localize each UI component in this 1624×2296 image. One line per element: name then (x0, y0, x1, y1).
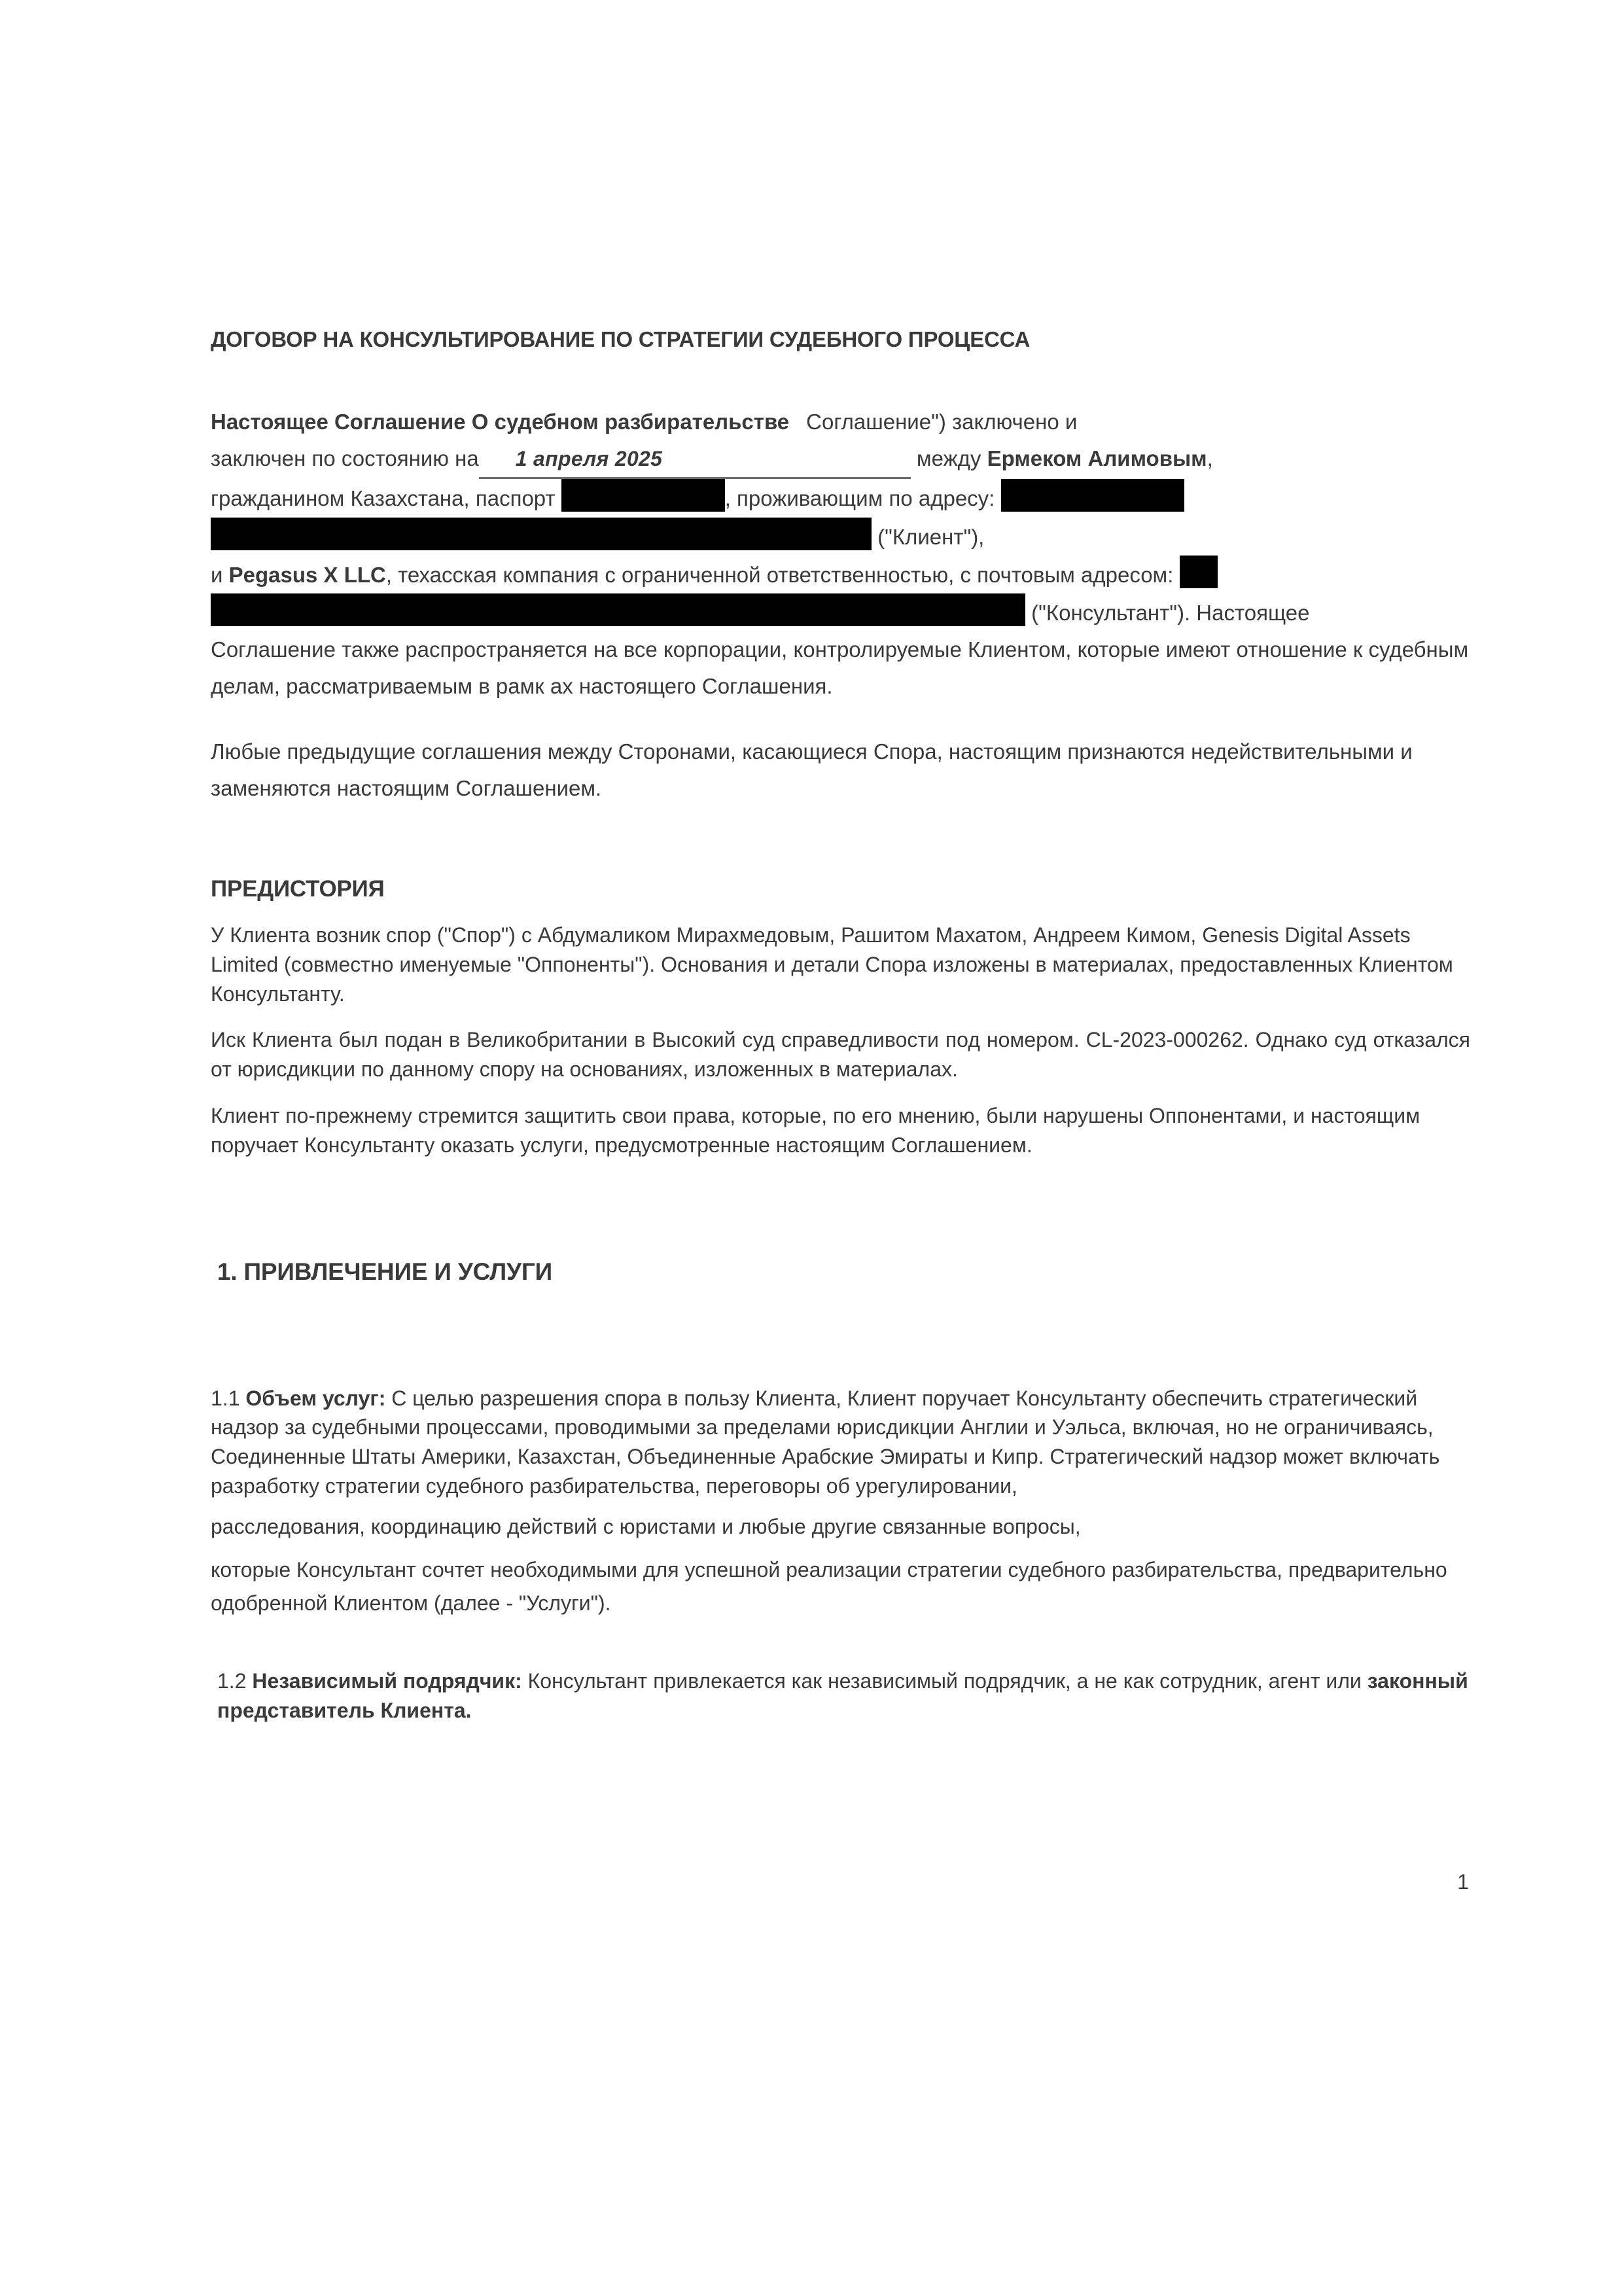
clause-1-1-body-c: которые Консультант сочтет необходимыми для успешной реализации стратегии судебного разбирательства, предварительно одобренной Клиентом (далее - "Услуги"). (211, 1557, 1447, 1616)
preamble-lead-paragraph (211, 404, 1470, 440)
redaction-client-address-line2 (211, 518, 872, 550)
preamble-prior-agreements-paragraph: Любые предыдущие соглашения между Сторонами, касающиеся Спора, настоящим признаются недействительными и заменяются настоящим Соглашением. (211, 739, 1413, 801)
document-body (211, 326, 1470, 1725)
agreement-name-tail: Соглашение") заключено и (806, 410, 1078, 434)
clause-1-2-title: Независимый подрядчик: (252, 1669, 522, 1693)
effective-date-value: 1 апреля 2025 (515, 447, 663, 471)
client-party-name-comma: , (1207, 446, 1213, 471)
background-paragraph-2: Иск Клиента был подан в Великобритании в Высокий суд справедливости под номером. CL-2023-000262. Однако суд отказался от юрисдикции по данному спору на основаниях, изложенных в материалах. (211, 1028, 1470, 1082)
background-paragraph-3: Клиент по-прежнему стремится защитить свои права, которые, по его мнению, были нарушены Оппонентами, и настоящим поручает Консультанту оказать услуги, предусмотренные настоящим Соглашением. (211, 1103, 1421, 1157)
preamble-date-line (211, 440, 1470, 479)
background-paragraph-1: У Клиента возник спор ("Спор") с Абдумаликом Мирахмедовым, Рашитом Махатом, Андреем Кимом, Genesis Digital Assets Limited (совместно именуемые "Оппоненты"). Основания и детали Спора изложены в материалах, предоставленных Клиентом Консультанту. (211, 923, 1453, 1006)
preamble-consultant-address-line (211, 593, 1470, 631)
redaction-client-address-line1 (1001, 479, 1184, 512)
clause-1-2-body-bold-tail: законный представитель Клиента. (217, 1669, 1468, 1722)
redaction-passport-number (561, 479, 725, 512)
clause-1-2-number: 1.2 (217, 1669, 247, 1693)
clause-1-1-number: 1.1 (211, 1386, 240, 1410)
clause-1-2-body: Консультант привлекается как независимый подрядчик, а не как сотрудник, агент или (527, 1669, 1362, 1693)
document-title: ДОГОВОР НА КОНСУЛЬТИРОВАНИЕ ПО СТРАТЕГИИ СУДЕБНОГО ПРОЦЕССА (211, 327, 1031, 351)
clause-1-1 (211, 1384, 1470, 1501)
section-1-heading: 1. ПРИВЛЕЧЕНИЕ И УСЛУГИ (217, 1258, 553, 1285)
page-number: 1 (1457, 1870, 1469, 1894)
client-party-name: Ермеком Алимовым (987, 446, 1207, 471)
client-citizenship-text: гражданином Казахстана, паспорт (211, 486, 556, 511)
consultant-description: , техасская компания с ограниченной ответственностью, с почтовым адресом: (385, 562, 1174, 587)
preamble-corporations-paragraph: Соглашение также распространяется на все корпорации, контролируемые Клиентом, которые имеют отношение к судебным делам, рассматриваемым в рамк ах настоящего Соглашения. (211, 637, 1469, 698)
clause-1-1-body-a: С целью разрешения спора в пользу Клиента, Клиент поручает Консультанту обеспечить стратегический надзор за судебными процессами, проводимыми за пределами юрисдикции Англии и Уэльса, включая, но не ограничиваясь, Соединенные Штаты Америки, Казахстан, Объединенные Арабские Эмираты и Кипр. Стратегический надзор может включать разработку стратегии судебного разбирательства, переговоры об урегулировании, (211, 1386, 1440, 1498)
clause-1-1-title: Объем услуг: (245, 1386, 386, 1410)
consultant-line-prefix: и (211, 562, 223, 587)
effective-date-field[interactable] (479, 440, 911, 479)
clause-1-1-body-b: расследования, координацию действий с юристами и любые другие связанные вопросы, (211, 1514, 1081, 1538)
preamble-client-address-line (211, 518, 1470, 556)
client-defined-term: ("Клиент"), (877, 524, 985, 549)
consultant-party-name: Pegasus X LLC (228, 562, 386, 587)
preamble-client-identity-line (211, 479, 1470, 517)
between-label: между (916, 446, 981, 471)
consultant-defined-term: ("Консультант"). Настоящее (1031, 600, 1310, 625)
clause-1-2 (211, 1667, 1470, 1725)
preamble-consultant-identity-line (211, 556, 1470, 593)
client-address-prefix: , проживающим по адресу: (724, 486, 995, 511)
effective-date-prefix: заключен по состоянию на (211, 446, 479, 471)
agreement-name-bold: Настоящее Соглашение О судебном разбирательстве (211, 410, 790, 434)
redaction-consultant-address-line1 (1180, 556, 1218, 588)
redaction-consultant-address-line2 (211, 593, 1025, 626)
background-heading: ПРЕДИСТОРИЯ (211, 876, 385, 902)
